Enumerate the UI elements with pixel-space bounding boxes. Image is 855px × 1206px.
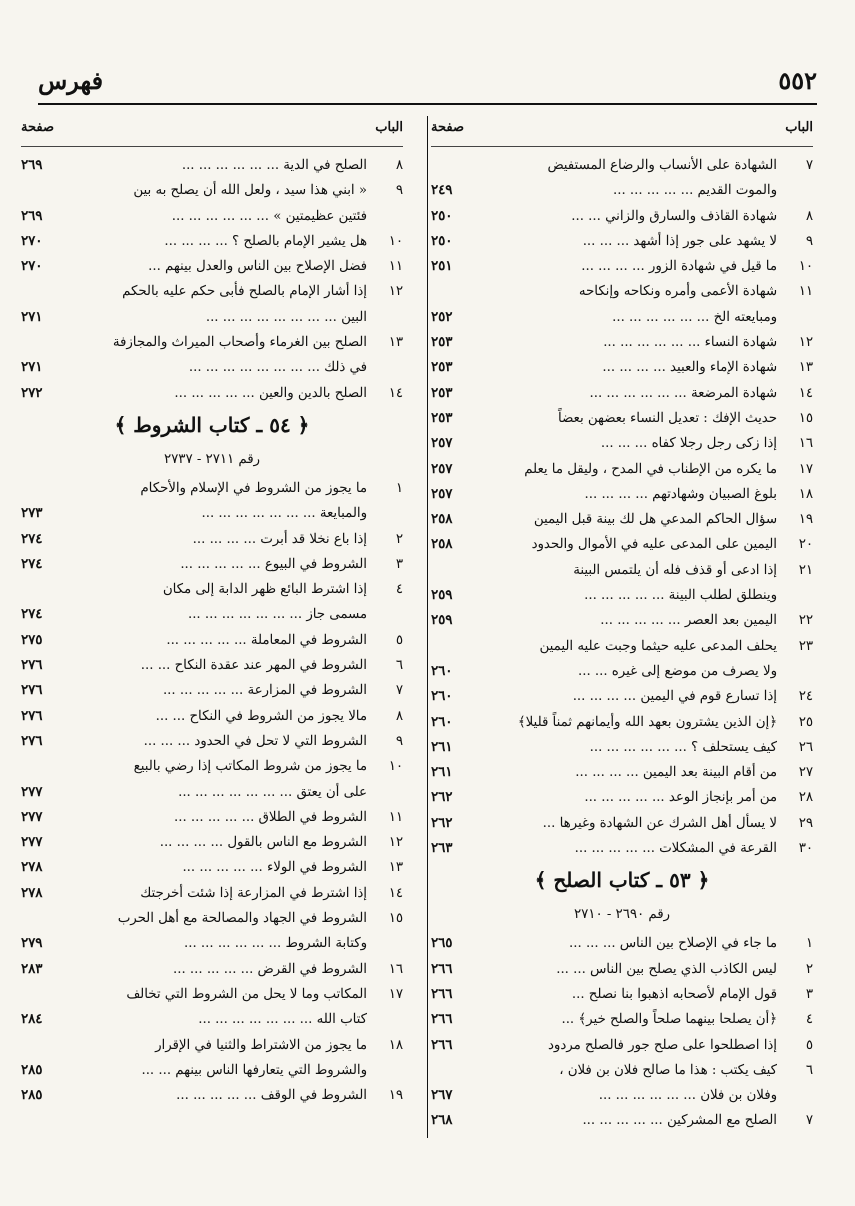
chapter-number: ٧ xyxy=(805,158,813,173)
chapter-title: وفلان بن فلان ... ... ... ... ... ... xyxy=(598,1088,777,1104)
chapter-number: ٩ xyxy=(805,233,813,249)
chapter-number: ٢٣ xyxy=(798,638,813,654)
chapter-title: اليمين على المدعى عليه في الأموال والحدود xyxy=(531,537,777,553)
chapter-title: وكتابة الشروط ... ... ... ... ... ... xyxy=(184,936,367,952)
left-entries xyxy=(21,153,403,1108)
chapter-title: بلوغ الصبيان وشهادتهم ... ... ... ... xyxy=(584,486,777,502)
page-ref: ٢٥٧ xyxy=(431,486,453,502)
page-ref: ٢٥٩ xyxy=(431,588,453,604)
index-entry xyxy=(431,982,813,1007)
header-page: صفحة xyxy=(21,120,54,135)
chapter-number: ١٧ xyxy=(798,461,813,477)
index-entry xyxy=(431,836,813,861)
chapter-number: ٤ xyxy=(805,1012,813,1028)
chapter-number: ٦ xyxy=(395,658,403,674)
chapter-number: ١٣ xyxy=(798,360,813,376)
chapter-title: يحلف المدعى عليه حيثما وجبت عليه اليمين xyxy=(539,638,777,654)
header-page: صفحة xyxy=(431,120,464,135)
index-entry xyxy=(431,684,813,709)
index-entry xyxy=(21,552,403,577)
chapter-title: ما يجوز من الاشتراط والثنيا في الإقرار xyxy=(155,1037,367,1053)
chapter-number: ١٦ xyxy=(798,436,813,452)
page-ref: ٢٥١ xyxy=(431,259,453,275)
page-ref: ٢٧٦ xyxy=(21,733,43,749)
chapter-number: ١٢ xyxy=(388,284,403,300)
chapter-title: إذا أشار الإمام بالصلح فأبى حكم عليه بالحكم xyxy=(122,284,367,300)
index-entry xyxy=(21,476,403,501)
right-column xyxy=(431,118,813,1134)
header-bab: الباب xyxy=(785,120,813,135)
chapter-title: الصلح بين الغرماء وأصحاب الميراث والمجازفة xyxy=(112,335,367,351)
chapter-number: ٢٠ xyxy=(798,537,813,553)
page-ref: ٢٥٧ xyxy=(431,436,453,452)
index-entry xyxy=(431,153,813,178)
index-entry xyxy=(431,406,813,431)
page-ref: ٢٧٢ xyxy=(21,385,43,401)
page-ref: ٢٦٦ xyxy=(431,1012,453,1028)
index-entry xyxy=(431,330,813,355)
index-entry xyxy=(431,1108,813,1133)
chapter-number: ١١ xyxy=(388,809,403,825)
index-entry xyxy=(21,628,403,653)
chapter-number: ٢ xyxy=(805,961,813,977)
book-title: ﴿ ٥٤ ـ كتاب الشروط ﴾ xyxy=(114,412,310,437)
chapter-number: ٥ xyxy=(395,632,403,648)
hadith-range: رقم ٢٧١١ - ٢٧٣٧ xyxy=(164,451,260,467)
index-entry xyxy=(21,653,403,678)
chapter-number: ٥ xyxy=(805,1037,813,1053)
chapter-number: ١٤ xyxy=(798,385,813,401)
page-ref: ٢٥٣ xyxy=(431,410,453,426)
chapter-number: ١٩ xyxy=(388,1088,403,1104)
chapter-title: الشروط في المعاملة ... ... ... ... ... xyxy=(166,632,367,648)
index-entry xyxy=(431,760,813,785)
chapter-title: ما يجوز من الشروط في الإسلام والأحكام xyxy=(140,480,367,496)
chapter-title: « ابني هذا سيد ، ولعل الله أن يصلح به بين xyxy=(133,183,367,199)
index-entry xyxy=(21,305,403,330)
left-column xyxy=(21,118,403,1108)
chapter-number: ٨ xyxy=(805,208,813,224)
chapter-number: ١٨ xyxy=(798,486,813,502)
chapter-title: هل يشير الإمام بالصلح ؟ ... ... ... ... xyxy=(164,233,367,249)
index-entry xyxy=(431,634,813,659)
index-entry xyxy=(21,881,403,906)
chapter-title: الشروط في المهر عند عقدة النكاح ... ... xyxy=(140,658,367,674)
chapter-number: ١٦ xyxy=(388,961,403,977)
chapter-title: ﴿إن الذين يشترون بعهد الله وأيمانهم ثمناً قليلا﴾ xyxy=(517,714,777,730)
index-entry xyxy=(431,659,813,684)
chapter-title: لا يشهد على جور إذا أشهد ... ... ... xyxy=(582,233,777,249)
index-entry xyxy=(21,153,403,178)
index-entry xyxy=(21,178,403,203)
chapter-title: شهادة الإماء والعبيد ... ... ... ... xyxy=(602,360,777,376)
page-ref: ٢٧١ xyxy=(21,360,43,376)
page-ref: ٢٧٩ xyxy=(21,936,43,952)
index-entry xyxy=(21,1033,403,1058)
index-entry xyxy=(431,558,813,583)
page-ref: ٢٥٠ xyxy=(431,233,453,249)
chapter-number: ١١ xyxy=(798,284,813,300)
chapter-title: شهادة الأعمى وأمره ونكاحه وإنكاحه xyxy=(578,284,777,300)
page-ref: ٢٦٥ xyxy=(431,936,453,952)
page-ref: ٢٦١ xyxy=(431,739,453,755)
page-ref: ٢٥٣ xyxy=(431,335,453,351)
index-entry xyxy=(431,355,813,380)
chapter-title: الشروط في الوقف ... ... ... ... ... xyxy=(176,1088,367,1104)
chapter-number: ١٨ xyxy=(388,1037,403,1053)
chapter-number: ١٥ xyxy=(798,410,813,426)
chapter-title: سؤال الحاكم المدعي هل لك بينة قبل اليمين xyxy=(533,512,777,528)
chapter-title: والموت القديم ... ... ... ... ... xyxy=(612,183,777,199)
chapter-title: لا يسأل أهل الشرك عن الشهادة وغيرها ... xyxy=(542,815,777,831)
chapter-number: ٢٩ xyxy=(798,815,813,831)
page-ref: ٢٧٧ xyxy=(21,784,43,800)
page-number: ٥٥٢ xyxy=(778,66,817,95)
page-ref: ٢٧٠ xyxy=(21,233,43,249)
chapter-title: مالا يجوز من الشروط في النكاح ... ... xyxy=(155,708,367,724)
chapter-title: مسمى جاز ... ... ... ... ... ... ... xyxy=(187,607,367,623)
chapter-title: ما جاء في الإصلاح بين الناس ... ... ... xyxy=(569,936,777,952)
chapter-number: ١٧ xyxy=(388,986,403,1002)
chapter-title: إذا اشترط البائع ظهر الدابة إلى مكان xyxy=(162,582,367,598)
chapter-title: كتاب الله ... ... ... ... ... ... ... xyxy=(198,1012,367,1028)
chapter-title: فئتين عظيمتين » ... ... ... ... ... ... xyxy=(171,208,367,224)
chapter-title: شهادة النساء ... ... ... ... ... ... xyxy=(603,335,777,351)
chapter-title: والشروط التي يتعارفها الناس بينهم ... ... xyxy=(141,1062,367,1078)
chapter-number: ٢٢ xyxy=(798,613,813,629)
chapter-title: ومبايعته الخ ... ... ... ... ... ... xyxy=(612,309,777,325)
chapter-number: ١٤ xyxy=(388,385,403,401)
index-entry xyxy=(431,381,813,406)
chapter-number: ٨ xyxy=(395,708,403,724)
index-entry xyxy=(21,1083,403,1108)
chapter-title: والمبايعة ... ... ... ... ... ... ... xyxy=(201,506,367,522)
page-ref: ٢٧٧ xyxy=(21,835,43,851)
chapter-number: ١ xyxy=(395,480,403,496)
index-entry xyxy=(431,957,813,982)
chapter-title: شهادة القاذف والسارق والزاني ... ... xyxy=(571,208,777,224)
index-entry xyxy=(21,830,403,855)
page-ref: ٢٧٨ xyxy=(21,860,43,876)
page-header xyxy=(38,62,817,102)
page-ref: ٢٤٩ xyxy=(431,183,453,199)
index-entry xyxy=(21,754,403,779)
chapter-title: حديث الإفك : تعديل النساء بعضهن بعضاً xyxy=(557,410,777,426)
index-entry xyxy=(431,229,813,254)
column-divider xyxy=(427,116,428,1138)
index-entry xyxy=(21,229,403,254)
chapter-title: شهادة المرضعة ... ... ... ... ... ... xyxy=(589,385,777,401)
chapter-title: وينطلق لطلب البينة ... ... ... ... ... xyxy=(584,588,777,604)
page-ref: ٢٨٣ xyxy=(21,961,43,977)
index-entry xyxy=(21,704,403,729)
index-entry xyxy=(21,729,403,754)
chapter-title: الشروط في الولاء ... ... ... ... ... xyxy=(182,860,367,876)
index-entry xyxy=(21,204,403,229)
page-ref: ٢٥٠ xyxy=(431,208,453,224)
chapter-title: من أمر بإنجاز الوعد ... ... ... ... ... xyxy=(584,790,777,806)
chapter-number: ٣ xyxy=(805,986,813,1002)
index-entry xyxy=(21,527,403,552)
index-entry xyxy=(431,254,813,279)
index-entry xyxy=(431,608,813,633)
chapter-number: ١٠ xyxy=(388,759,403,775)
chapter-number: ٢٦ xyxy=(798,739,813,755)
page-ref: ٢٥٧ xyxy=(431,461,453,477)
index-entry xyxy=(431,1058,813,1083)
index-entry xyxy=(431,583,813,608)
chapter-title: كيف يستحلف ؟ ... ... ... ... ... ... xyxy=(589,739,777,755)
index-entry xyxy=(21,906,403,931)
page-ref: ٢٦١ xyxy=(431,765,453,781)
page-ref: ٢٨٥ xyxy=(21,1062,43,1078)
index-entry xyxy=(21,855,403,880)
chapter-number: ٧ xyxy=(395,683,403,699)
page-ref: ٢٦٦ xyxy=(431,1037,453,1053)
page-ref: ٢٧٤ xyxy=(21,607,43,623)
chapter-title: الصلح مع المشركين ... ... ... ... ... xyxy=(582,1113,777,1129)
index-entry xyxy=(21,355,403,380)
chapter-number: ٢٤ xyxy=(798,689,813,705)
chapter-title: ﴿أن يصلحا بينهما صلحاً والصلح خير﴾ ... xyxy=(561,1012,777,1028)
chapter-number: ٩ xyxy=(395,183,403,199)
chapter-title: ولا يصرف من موضع إلى غيره ... ... xyxy=(577,663,777,679)
chapter-title: إذا تسارع قوم في اليمين ... ... ... ... xyxy=(572,689,777,705)
chapter-title: إذا ادعى أو قذف فله أن يلتمس البينة xyxy=(573,562,777,578)
chapter-title: المكاتب وما لا يحل من الشروط التي تخالف xyxy=(126,986,367,1002)
index-entry xyxy=(21,279,403,304)
page-ref: ٢٧١ xyxy=(21,309,43,325)
header-rule xyxy=(38,103,817,105)
chapter-number: ٣٠ xyxy=(798,841,813,857)
chapter-number: ١٩ xyxy=(798,512,813,528)
chapter-number: ٢٥ xyxy=(798,714,813,730)
page-ref: ٢٧٤ xyxy=(21,531,43,547)
right-entries xyxy=(431,153,813,1134)
page-ref: ٢٥٨ xyxy=(431,537,453,553)
chapter-number: ١٠ xyxy=(798,259,813,275)
chapter-title: الشروط في المزارعة ... ... ... ... ... xyxy=(162,683,367,699)
page-ref: ٢٦٨ xyxy=(431,1113,453,1129)
page-ref: ٢٧٨ xyxy=(21,885,43,901)
page-ref: ٢٥٣ xyxy=(431,360,453,376)
index-entry xyxy=(21,957,403,982)
chapter-number: ١٠ xyxy=(388,233,403,249)
index-entry xyxy=(431,532,813,557)
chapter-title: الشهادة على الأنساب والرضاع المستفيض xyxy=(547,158,777,173)
index-entry xyxy=(431,1083,813,1108)
index-entry xyxy=(21,602,403,627)
index-entry xyxy=(21,1058,403,1083)
chapter-title: الصلح بالدين والعين ... ... ... ... ... xyxy=(174,385,367,401)
page-ref: ٢٧٣ xyxy=(21,506,43,522)
chapter-title: إذا باع نخلا قد أبرت ... ... ... ... xyxy=(192,531,367,547)
page-ref: ٢٦٦ xyxy=(431,986,453,1002)
page-ref: ٢٦٦ xyxy=(431,961,453,977)
page-ref: ٢٨٤ xyxy=(21,1012,43,1028)
index-entry xyxy=(21,330,403,355)
chapter-title: ما قيل في شهادة الزور ... ... ... ... xyxy=(581,259,777,275)
index-entry xyxy=(431,279,813,304)
chapter-number: ١٤ xyxy=(388,885,403,901)
page-ref: ٢٨٥ xyxy=(21,1088,43,1104)
book-title: ﴿ ٥٣ ـ كتاب الصلح ﴾ xyxy=(534,868,710,893)
chapter-title: الصلح في الدية ... ... ... ... ... ... xyxy=(181,158,367,173)
index-entry xyxy=(431,482,813,507)
hadith-range: رقم ٢٦٩٠ - ٢٧١٠ xyxy=(574,907,670,923)
chapter-title: الشروط في الطلاق ... ... ... ... ... xyxy=(174,809,367,825)
page-ref: ٢٥٨ xyxy=(431,512,453,528)
index-entry xyxy=(21,577,403,602)
chapter-number: ١٣ xyxy=(388,860,403,876)
chapter-title: كيف يكتب : هذا ما صالح فلان بن فلان ، xyxy=(559,1062,777,1078)
index-entry xyxy=(431,431,813,456)
page-ref: ٢٦٩ xyxy=(21,208,43,224)
page-ref: ٢٦٠ xyxy=(431,663,453,679)
page-ref: ٢٦٩ xyxy=(21,158,43,173)
chapter-number: ٦ xyxy=(805,1062,813,1078)
chapter-title: من أقام البينة بعد اليمين ... ... ... ... xyxy=(575,765,777,781)
chapter-number: ١٢ xyxy=(388,835,403,851)
index-entry xyxy=(21,678,403,703)
page-ref: ٢٦٧ xyxy=(431,1088,453,1104)
chapter-number: ١٢ xyxy=(798,335,813,351)
chapter-number: ٢٨ xyxy=(798,790,813,806)
chapter-title: القرعة في المشكلات ... ... ... ... ... xyxy=(574,841,777,857)
chapter-number: ٧ xyxy=(805,1113,813,1129)
index-entry xyxy=(431,457,813,482)
chapter-title: إذا اشترط في المزارعة إذا شئت أخرجتك xyxy=(140,885,367,901)
chapter-title: الشروط التي لا تحل في الحدود ... ... ... xyxy=(143,733,367,749)
page-ref: ٢٧٦ xyxy=(21,658,43,674)
index-entry xyxy=(431,178,813,203)
index-entry xyxy=(431,1033,813,1058)
index-entry xyxy=(431,931,813,956)
page-ref: ٢٦٣ xyxy=(431,841,453,857)
page-ref: ٢٦٠ xyxy=(431,689,453,705)
index-entry xyxy=(21,931,403,956)
chapter-title: الشروط في القرض ... ... ... ... ... xyxy=(173,961,367,977)
chapter-title: فضل الإصلاح بين الناس والعدل بينهم ... xyxy=(148,259,367,275)
page-ref: ٢٦٢ xyxy=(431,815,453,831)
chapter-number: ٣ xyxy=(395,556,403,572)
column-header xyxy=(431,118,813,147)
chapter-title: إذا زكى رجل رجلا كفاه ... ... ... xyxy=(600,436,777,452)
chapter-title: ما يجوز من شروط المكاتب إذا رضي بالبيع xyxy=(133,759,367,775)
index-entry xyxy=(431,785,813,810)
page-ref: ٢٦٢ xyxy=(431,790,453,806)
chapter-title: إذا اصطلحوا على صلح جور فالصلح مردود xyxy=(547,1037,777,1053)
index-entry xyxy=(431,305,813,330)
page-ref: ٢٧٧ xyxy=(21,809,43,825)
page-ref: ٢٧٥ xyxy=(21,632,43,648)
page-ref: ٢٧٦ xyxy=(21,708,43,724)
chapter-number: ٢ xyxy=(395,531,403,547)
index-entry xyxy=(21,1007,403,1032)
index-entry xyxy=(21,780,403,805)
index-entry xyxy=(21,381,403,406)
chapter-title: على أن يعتق ... ... ... ... ... ... ... xyxy=(178,784,367,800)
index-entry xyxy=(21,982,403,1007)
chapter-number: ١ xyxy=(805,936,813,952)
chapter-title: الشروط مع الناس بالقول ... ... ... ... xyxy=(159,835,367,851)
chapter-title: ليس الكاذب الذي يصلح بين الناس ... ... xyxy=(556,961,777,977)
chapter-title: الشروط في الجهاد والمصالحة مع أهل الحرب xyxy=(117,911,367,927)
page-ref: ٢٥٢ xyxy=(431,309,453,325)
index-entry xyxy=(431,1007,813,1032)
index-entry xyxy=(431,710,813,735)
page-ref: ٢٧٤ xyxy=(21,556,43,572)
chapter-number: ٢١ xyxy=(798,562,813,578)
page-ref: ٢٧٠ xyxy=(21,259,43,275)
index-entry xyxy=(21,805,403,830)
index-entry xyxy=(431,811,813,836)
page-ref: ٢٧٦ xyxy=(21,683,43,699)
chapter-number: ٨ xyxy=(395,158,403,173)
chapter-title: ما يكره من الإطناب في المدح ، وليقل ما يعلم xyxy=(524,461,777,477)
chapter-number: ١١ xyxy=(388,259,403,275)
page-ref: ٢٦٠ xyxy=(431,714,453,730)
chapter-number: ٢٧ xyxy=(798,765,813,781)
chapter-number: ١٥ xyxy=(388,911,403,927)
index-entry xyxy=(431,507,813,532)
index-entry xyxy=(431,204,813,229)
page-ref: ٢٥٣ xyxy=(431,385,453,401)
chapter-title: قول الإمام لأصحابه اذهبوا بنا نصلح ... xyxy=(571,986,777,1002)
chapter-title: اليمين بعد العصر ... ... ... ... ... xyxy=(600,613,777,629)
header-bab: الباب xyxy=(375,120,403,135)
chapter-title: في ذلك ... ... ... ... ... ... ... ... xyxy=(188,360,367,376)
index-entry xyxy=(21,501,403,526)
chapter-title: البين ... ... ... ... ... ... ... ... xyxy=(205,309,367,325)
column-header xyxy=(21,118,403,147)
index-entry xyxy=(21,254,403,279)
chapter-number: ٤ xyxy=(395,582,403,598)
page-ref: ٢٥٩ xyxy=(431,613,453,629)
running-title: فهرس xyxy=(38,66,104,95)
chapter-number: ٩ xyxy=(395,733,403,749)
chapter-title: الشروط في البيوع ... ... ... ... ... xyxy=(180,556,367,572)
chapter-number: ١٣ xyxy=(388,335,403,351)
index-entry xyxy=(431,735,813,760)
